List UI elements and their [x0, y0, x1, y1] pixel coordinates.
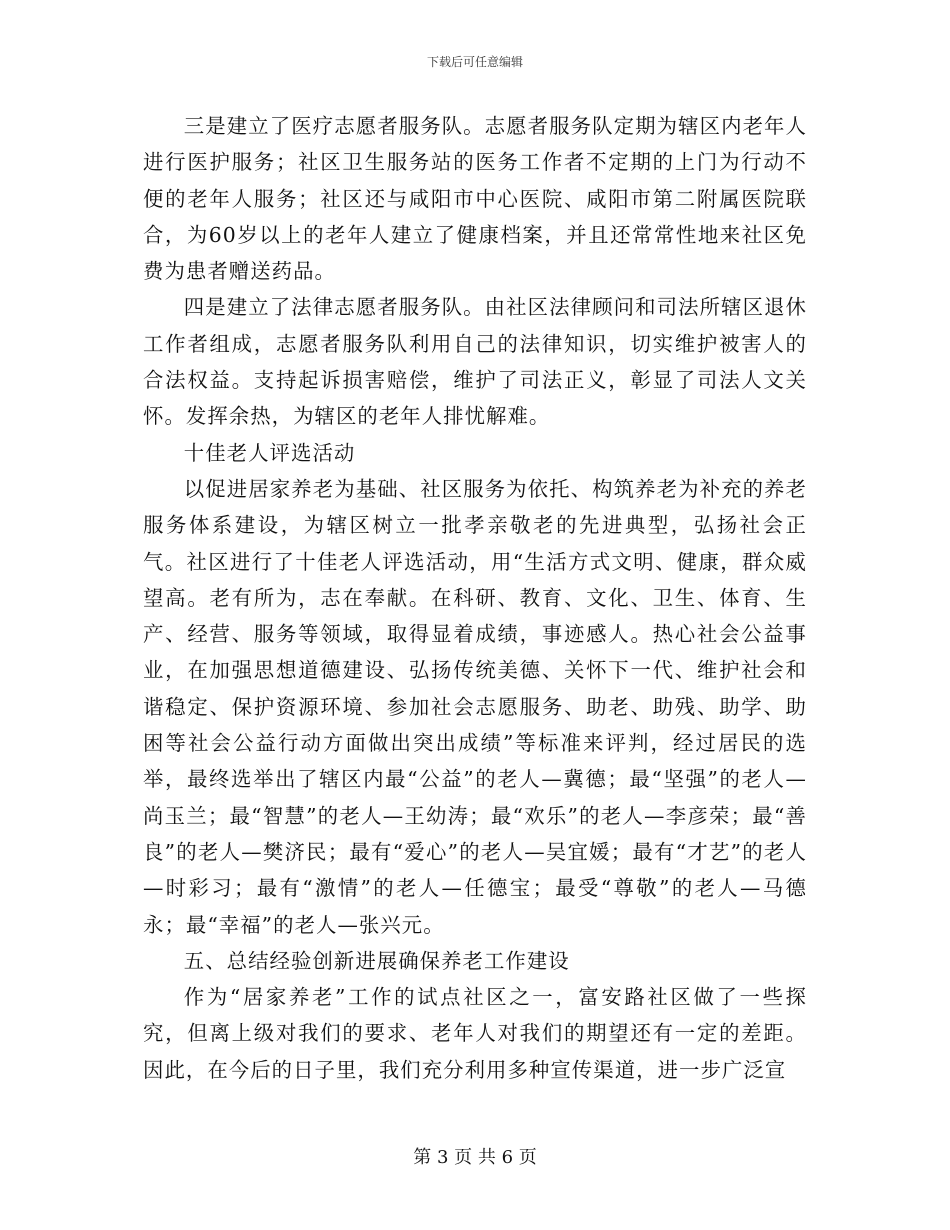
- paragraph-medical-volunteers: 三是建立了医疗志愿者服务队。志愿者服务队定期为辖区内老年人进行医护服务；社区卫生服务站的医务工作者不定期的上门为行动不便的老年人服务；社区还与咸阳市中心医院、咸阳市第二附属医院联合，为60岁以上的老年人建立了健康档案，并且还常常性地来社区免费为患者赠送药品。: [143, 114, 807, 284]
- page-header-note: 下载后可任意编辑: [426, 55, 523, 69]
- page-number-label: 第 3 页 共 6 页: [413, 1147, 537, 1168]
- paragraph-legal-volunteers: 四是建立了法律志愿者服务队。由社区法律顾问和司法所辖区退休工作者组成，志愿者服务队利用自己的法律知识，切实维护被害人的合法权益。支持起诉损害赔偿，维护了司法正义，彰显了司法人文关怀。发挥余热，为辖区的老年人排忧解难。: [143, 295, 807, 429]
- paragraph-summary: 作为“居家养老”工作的试点社区之一，富安路社区做了一些探究，但离上级对我们的要求、老年人对我们的期望还有一定的差距。因此，在今后的日子里，我们充分利用多种宣传渠道，进一步广泛宣: [143, 985, 807, 1082]
- section-heading-summary: 五、总结经验创新进展确保养老工作建设: [183, 948, 570, 973]
- document-body: [143, 108, 807, 1088]
- section-heading-top-ten-elders: 十佳老人评选活动: [183, 440, 356, 465]
- paragraph-top-ten-elders: 以促进居家养老为基础、社区服务为依托、构筑养老为补充的养老服务体系建设，为辖区树立一批孝亲敬老的先进典型，弘扬社会正气。社区进行了十佳老人评选活动，用“生活方式文明、健康，群众威望高。老有所为，志在奉献。在科研、教育、文化、卫生、体育、生产、经营、服务等领域，取得显着成绩，事迹感人。热心社会公益事业，在加强思想道德建设、弘扬传统美德、关怀下一代、维护社会和谐稳定、保护资源环境、参加社会志愿服务、助老、助残、助学、助困等社会公益行动方面做出突出成绩”等标准来评判，经过居民的选举，最终选举出了辖区内最“公益”的老人—冀德；最“坚强”的老人—尚玉兰；最“智慧”的老人—王幼涛；最“欢乐”的老人—李彦荣；最“善良”的老人—樊济民；最有“爱心”的老人—吴宜媛；最有“才艺”的老人—时彩习；最有“激情”的老人—任德宝；最受“尊敬”的老人—马德永；最“幸福”的老人—张兴元。: [143, 476, 807, 937]
- page-footer: [0, 1146, 950, 1170]
